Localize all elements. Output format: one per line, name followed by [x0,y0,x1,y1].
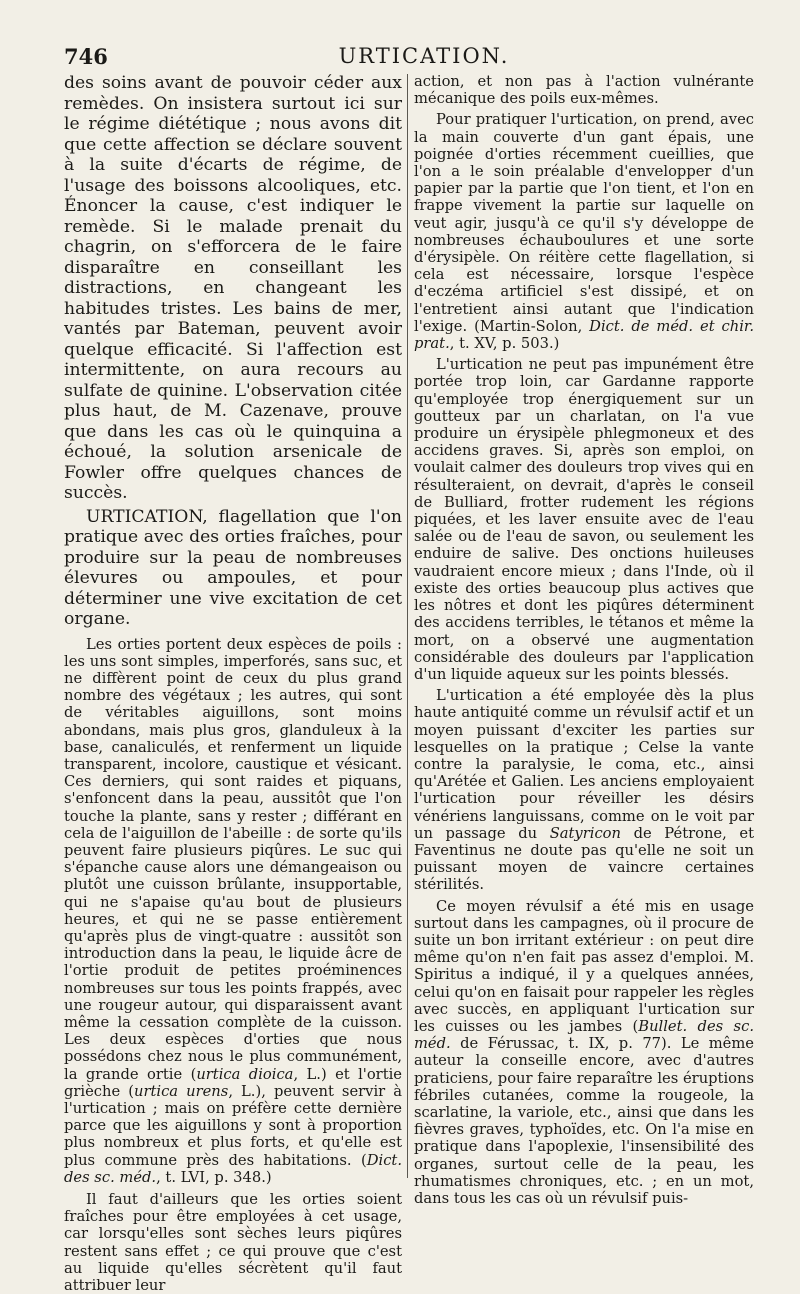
column-divider [407,74,408,1178]
paragraph-nettle-hairs [64,636,402,1187]
paragraph-text: de Férussac, t. IX, p. 77). Le même auteur la conseille encore, avec d'autres praticiens, pour faire reparaître les éruptions fébriles cutanées, comme la rougeole, la scarlatine, la variole, etc., ainsi que dans les fièvres graves, typhoïdes, etc. On l'a mise en pratique dans l'apoplexie, l'insensibilité des organes, surtout celle de la peau, les rhumatismes chroniques, etc. ; en un mot, dans tous les cas où un révulsif puis- [414,1035,754,1207]
paragraph-text: Pour pratiquer l'urtication, on prend, avec la main couverte d'un gant épais, une poignée d'orties récemment cueillies, que l'on a le soin préalable d'envelopper d'un papier par la partie que l'on tient, et l'on en frappe vivement la partie sur laquelle on veut agir, jusqu'à ce qu'il s'y développe de nombreuses échauboulures et une sorte d'érysipèle. On réitère cette flagellation, si cela est nécessaire, lorsque l'espèce d'eczéma artificiel s'est dissipé, et on l'entretient ainsi autant que l'indication l'exige. (Martin-Solon, [414,111,754,335]
paragraph-procedure [414,111,754,352]
page-header [64,44,784,70]
work-title: Satyricon [549,824,621,842]
species-name: urtica dioica [196,1065,294,1083]
entry-definition-text: flagellation que l'on pratique avec des orties fraîches, pour produire sur la peau de nombreuses élevures ou ampoules, et pour déterminer une vive excitation de cet organe. [64,506,402,629]
entry-definition [64,507,402,630]
paragraph-fresh-nettles: Il faut d'ailleurs que les orties soient fraîches pour être employées à cet usage, car lorsqu'elles sont sèches leurs piqûres restent sans effet ; ce qui prouve que c'est au liquide qu'elles sécrètent qu'il faut attribuer leur [64,1191,402,1294]
paragraph-history [414,687,754,893]
paragraph-continuation: action, et non pas à l'action vulnérante mécanique des poils eux-mêmes. [414,73,754,108]
paragraph-dangers: L'urtication ne peut pas impunément être portée trop loin, car Gardanne rapporte qu'employée trop énergiquement sur un goutteux par un charlatan, on l'a vue produire un érysipèle phlegmoneux et des accidens graves. Si, après son emploi, on voulait calmer des douleurs trop vives qui en résulteraient, on devrait, d'après le conseil de Bulliard, frotter rudement les régions piquées, et les laver ensuite avec de l'eau salée ou de l'eau de savon, ou seulement les enduire de salive. Des onctions huileuses vaudraient encore mieux ; dans l'Inde, où il existe des orties beaucoup plus actives que les nôtres et dont les piqûres déterminent des accidens terribles, le tétanos et même la mort, on a observé une augmentation considérable des douleurs par l'application d'un liquide aqueux sur les points blessés. [414,356,754,683]
paragraph-text: , L.) et l'ortie grièche ( [64,1065,402,1100]
paragraph-text: Les orties portent deux espèces de poils : les uns sont simples, imperforés, sans suc, et ne diffèrent point de ceux du plus grand nombre des végétaux ; les autres, qui sont de véritables aiguillons, sont moins abondans, mais plus gros, glanduleux à la base, canaliculés, et renferment un liquide transparent, incolore, caustique et vésicant. Ces derniers, qui sont raides et piquans, s'enfoncent dans la peau, aussitôt que l'on touche la plante, sans y rester ; différant en cela de l'aiguillon de l'abeille : de sorte qu'ils peuvent faire plusieurs piqûres. Le suc qui s'épanche cause alors une démangeaison ou plutôt une cuisson brûlante, insupportable, qui ne s'apaise qu'au bout de plusieurs heures, et qui ne se passe entièrement qu'après plus de vingt-quatre : aussitôt son introduction dans la peau, le liquide âcre de l'ortie produit de petites proéminences nombreuses sur tous les points frappés, avec une rougeur autour, qui disparaissent avant même la cessation complète de la cuisson. Les deux espèces d'orties que nous possédons chez nous le plus communément, la grande ortie ( [64,635,402,1083]
citation-ref: , t. LVI, p. 348.) [156,1168,272,1186]
paragraph-continuation: des soins avant de pouvoir céder aux remèdes. On insistera surtout ici sur le régime diététique ; nous avons dit que cette affection se déclare souvent à la suite d'écarts de régime, de l'usage des boissons alcooliques, etc. Énoncer la cause, c'est indiquer le remède. Si le malade prenait du chagrin, on s'efforcera de le faire disparaître en conseillant les distractions, en changeant les habitudes tristes. Les bains de mer, vantés par Bateman, peuvent avoir quelque efficacité. Si l'affection est intermittente, on aura recours au sulfate de quinine. L'observation citée plus haut, de M. Cazenave, prouve que dans les cas où le quinquina a échoué, la solution arsenicale de Fowler offre quelques chances de succès. [64,73,402,503]
paragraph-text: de Pétrone, et Faventinus ne doute pas qu'elle ne soit un puissant moyen de vaincre certaines stérilités. [414,824,754,894]
paragraph-text: Ce moyen révulsif a été mis en usage surtout dans les campagnes, où il procure de suite un bon irritant extérieur : on peut dire même qu'on n'en fait pas assez d'emploi. M. Spiritus a indiqué, il y a quelques années, celui qu'on en faisait pour rappeler les règles avec succès, en appliquant l'urtication sur les cuisses ou les jambes ( [414,897,754,1035]
species-name: urtica urens [134,1082,229,1100]
citation-title: Dict. des sc. méd. [64,1151,402,1186]
paragraph-text: , L.), peuvent servir à l'urtication ; mais on préfère cette dernière parce que les aiguillons y sont à proportion plus nombreux et plus forts, et qu'elle est plus commune près des habitations. ( [64,1082,403,1169]
running-title: URTICATION. [338,44,510,68]
paragraph-uses [414,898,754,1208]
citation-ref: , t. XV, p. 503.) [449,335,560,353]
left-column [64,73,402,1294]
paragraph-text: L'urtication a été employée dès la plus haute antiquité comme un révulsif actif et un moyen puissant d'exciter les parties sur lesquelles on la pratique ; Celse la vante contre la paralysie, le coma, etc., ainsi qu'Arétée et Galien. Les anciens employaient l'urtication pour réveiller les désirs vénériens languissans, comme on le voit par un passage du [414,687,754,842]
right-column [414,73,754,1207]
citation-title: Bullet. des sc. méd. [414,1017,754,1053]
entry-head-word: URTICATION, [86,506,208,527]
citation-title: Dict. de méd. et chir. prat. [414,317,754,353]
page-number: 746 [64,44,108,69]
